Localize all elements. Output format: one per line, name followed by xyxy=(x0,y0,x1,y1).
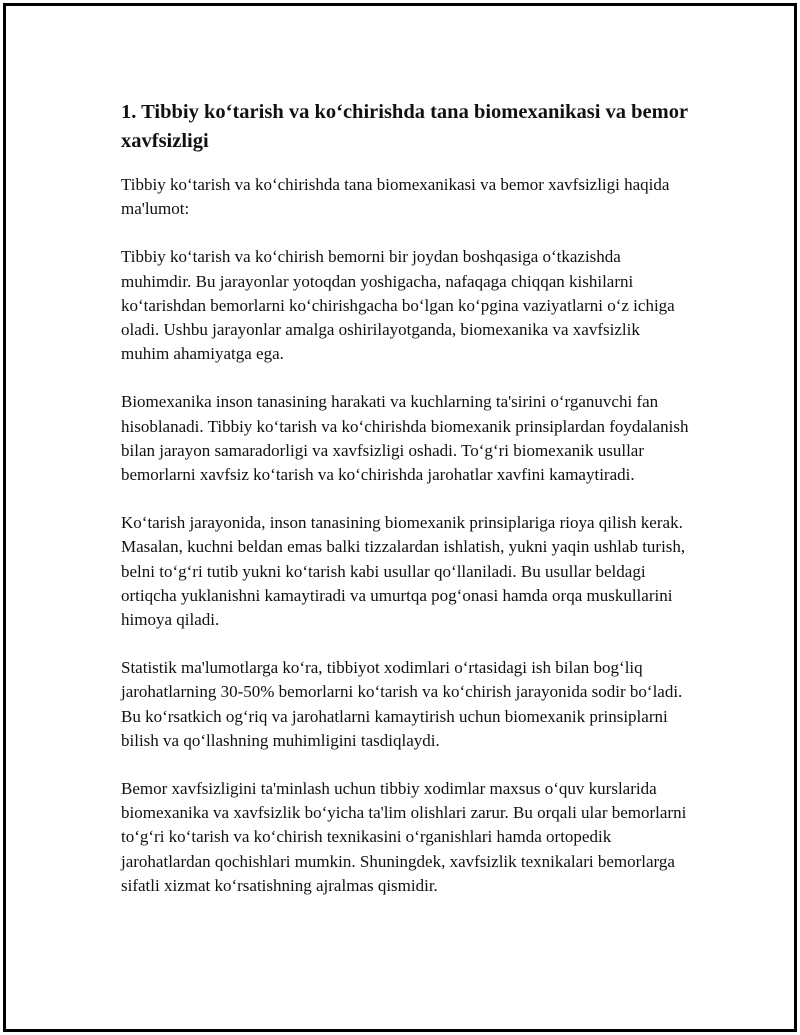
document-body xyxy=(121,98,691,922)
paragraph-statistics: Statistik ma'lumotlarga koʻra, tibbiyot xodimlari oʻrtasidagi ish bilan bogʻliq jarohatlarning 30-50% bemorlarni koʻtarish va koʻchirish jarayonida sodir boʻladi. Bu koʻrsatkich ogʻriq va jarohatlarni kamaytirish uchun biomexanik prinsiplarni bilish va qoʻllashning muhimligini tasdiqlaydi. xyxy=(121,658,683,750)
paragraph-biomechanics: Biomexanika inson tanasining harakati va kuchlarning ta'sirini oʻrganuvchi fan hisoblanadi. Tibbiy koʻtarish va koʻchirishda biomexanik prinsiplardan foydalanish bilan jarayon samaradorligi va xavfsizligi oshadi. Toʻgʻri biomexanik usullar bemorlarni xavfsiz koʻtarish va koʻchirishda jarohatlar xavfini kamaytiradi. xyxy=(121,392,689,485)
paragraph-intro: Tibbiy koʻtarish va koʻchirishda tana biomexanikasi va bemor xavfsizligi haqida ma'lumot: xyxy=(121,175,670,219)
page-frame xyxy=(3,3,797,1032)
paragraph-lifting-principles: Koʻtarish jarayonida, inson tanasining biomexanik prinsiplariga rioya qilish kerak. Masalan, kuchni beldan emas balki tizzalardan ishlatish, yukni yaqin ushlab turish, belni toʻgʻri tutib yukni koʻtarish kabi usullar qoʻllaniladi. Bu usullar beldagi ortiqcha yuklanishni kamaytiradi va umurtqa pogʻonasi hamda orqa muskullarini himoya qiladi. xyxy=(121,513,686,630)
paragraph-lifting-overview: Tibbiy koʻtarish va koʻchirish bemorni bir joydan boshqasiga oʻtkazishda muhimdir. Bu jarayonlar yotoqdan yoshigacha, nafaqaga chiqqan kishilarni koʻtarishdan bemorlarni koʻchirishgacha boʻlgan koʻpgina vaziyatlarni oʻz ichiga oladi. Ushbu jarayonlar amalga oshirilayotganda, biomexanika va xavfsizlik muhim ahamiyatga ega. xyxy=(121,247,675,364)
paragraph-patient-safety: Bemor xavfsizligini ta'minlash uchun tibbiy xodimlar maxsus oʻquv kurslarida biomexanika va xavfsizlik boʻyicha ta'lim olishlari zarur. Bu orqali ular bemorlarni toʻgʻri koʻtarish va koʻchirish texnikasini oʻrganishlari hamda ortopedik jarohatlardan qochishlari mumkin. Shuningdek, xavfsizlik texnikalari bemorlarga sifatli xizmat koʻrsatishning ajralmas qismidir. xyxy=(121,779,687,895)
document-title: 1. Tibbiy koʻtarish va koʻchirishda tana biomexanikasi va bemor xavfsizligi xyxy=(121,101,688,152)
